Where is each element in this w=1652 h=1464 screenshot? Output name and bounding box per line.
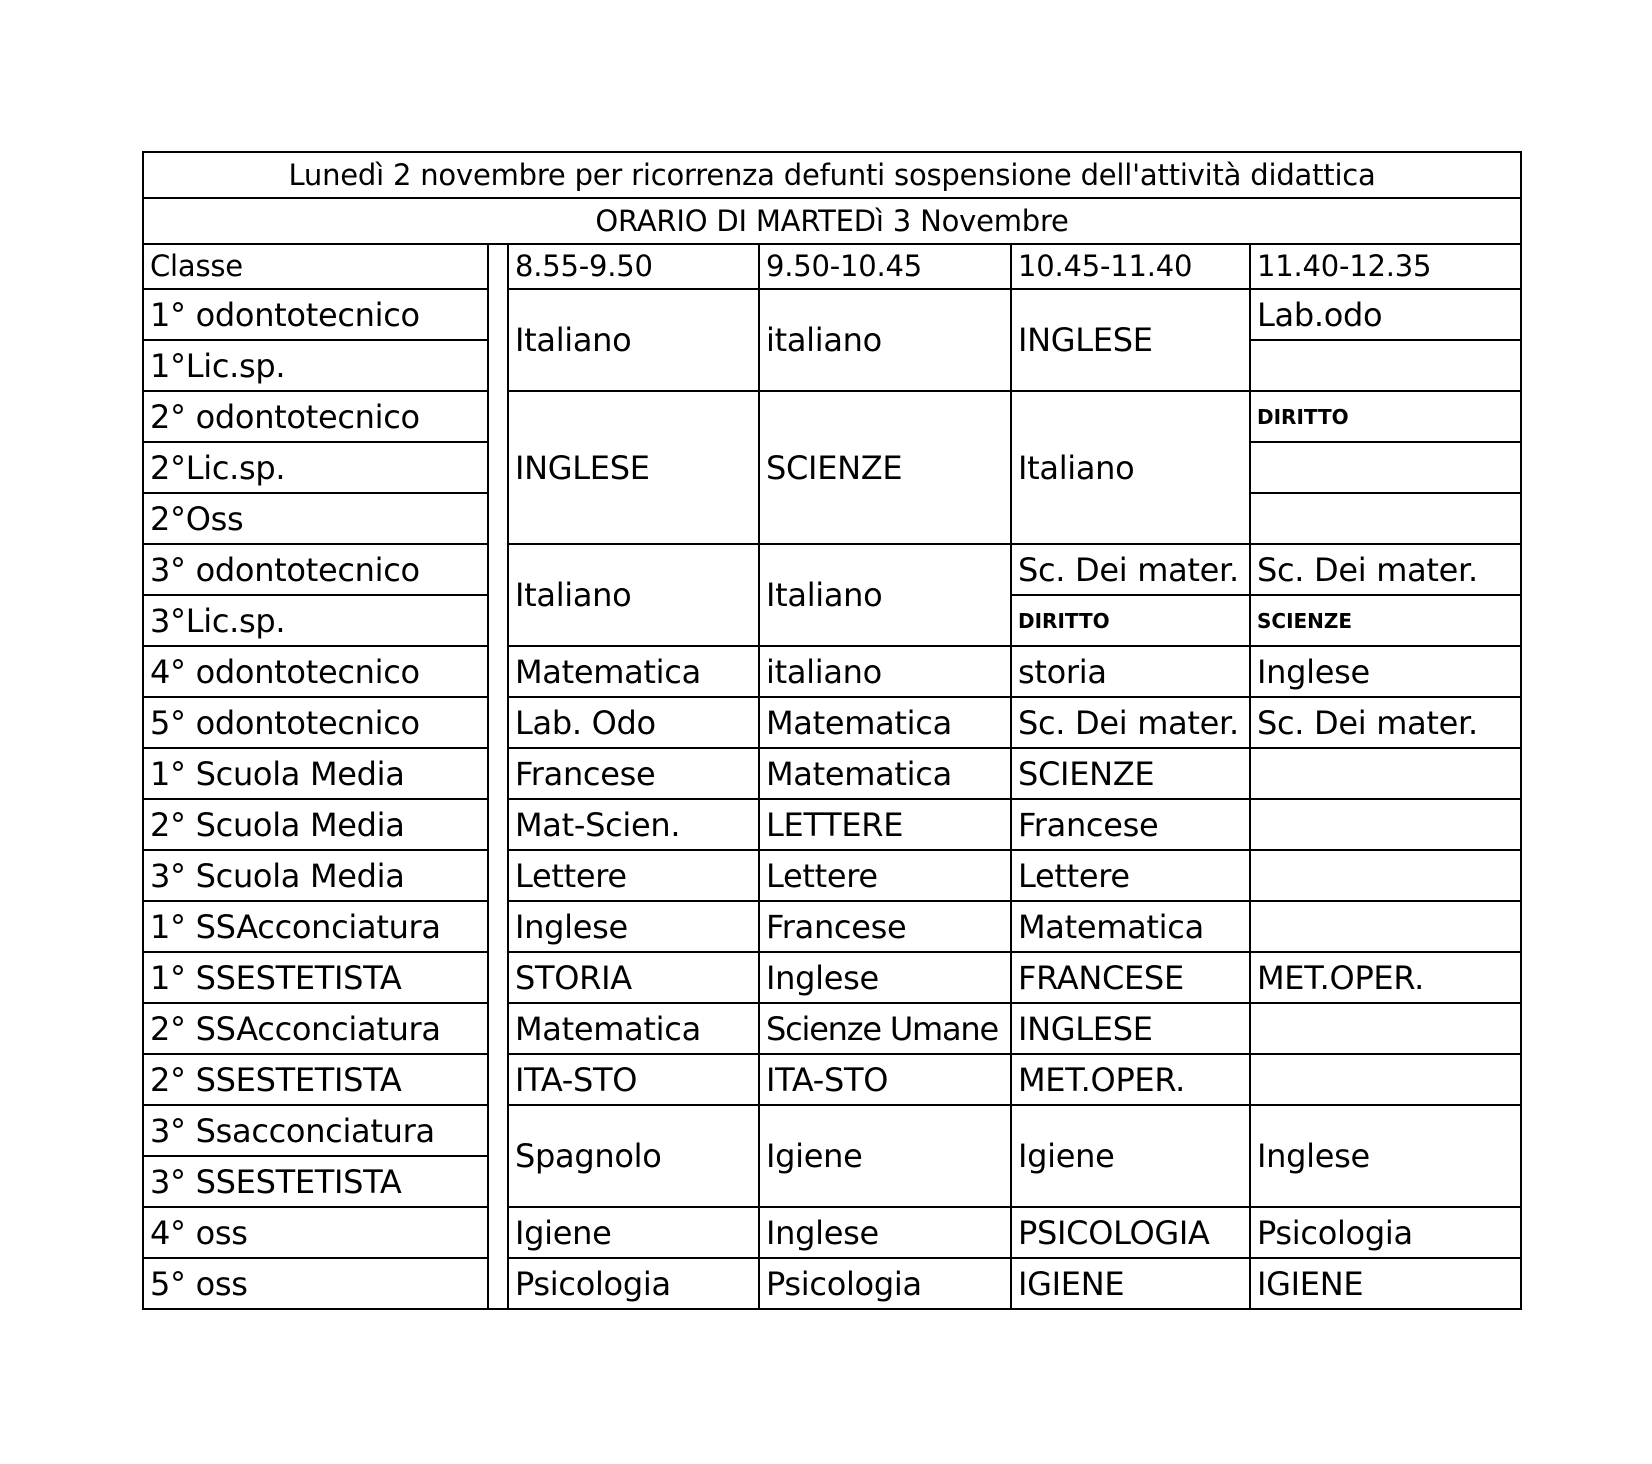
lesson-cell [1250,442,1521,493]
class-name: 3° SSESTETISTA [143,1156,488,1207]
lesson-cell: IGIENE [1250,1258,1521,1309]
lesson-cell: ITA-STO [759,1054,1011,1105]
lesson-cell: Francese [1011,799,1250,850]
lesson-cell: DIRITTO [1011,595,1250,646]
lesson-cell: IGIENE [1011,1258,1250,1309]
header-class: Classe [143,244,488,289]
class-name: 1° SSAcconciatura [143,901,488,952]
lesson-cell: Igiene [1011,1105,1250,1207]
lesson-cell [1250,748,1521,799]
table-row [143,1207,1521,1258]
table-row [143,1258,1521,1309]
lesson-cell: Lab.odo [1250,289,1521,340]
lesson-cell: STORIA [508,952,759,1003]
table-row [143,901,1521,952]
lesson-cell: Inglese [759,952,1011,1003]
lesson-cell: LETTERE [759,799,1011,850]
table-row [143,646,1521,697]
lesson-cell: storia [1011,646,1250,697]
lesson-cell: Igiene [508,1207,759,1258]
lesson-cell: Sc. Dei mater. [1250,697,1521,748]
lesson-cell: Psicologia [508,1258,759,1309]
class-name: 2° odontotecnico [143,391,488,442]
lesson-cell: Italiano [508,544,759,646]
table-row [143,1105,1521,1156]
lesson-cell: Francese [759,901,1011,952]
lesson-cell: Inglese [508,901,759,952]
lesson-cell: Igiene [759,1105,1011,1207]
spacer-column [488,244,508,1309]
header-row [143,244,1521,289]
table-row [143,391,1521,442]
class-name: 1° Scuola Media [143,748,488,799]
lesson-cell: FRANCESE [1011,952,1250,1003]
header-slot-4: 11.40-12.35 [1250,244,1521,289]
lesson-cell: italiano [759,289,1011,391]
lesson-cell [1250,1054,1521,1105]
lesson-cell: MET.OPER. [1250,952,1521,1003]
lesson-cell: italiano [759,646,1011,697]
lesson-cell: Italiano [508,289,759,391]
lesson-cell: Lab. Odo [508,697,759,748]
class-name: 2° SSESTETISTA [143,1054,488,1105]
class-name: 1°Lic.sp. [143,340,488,391]
header-slot-3: 10.45-11.40 [1011,244,1250,289]
lesson-cell: Lettere [759,850,1011,901]
table-row [143,1054,1521,1105]
lesson-cell: Spagnolo [508,1105,759,1207]
table-row [143,952,1521,1003]
class-name: 5° oss [143,1258,488,1309]
lesson-cell: Lettere [508,850,759,901]
lesson-cell: Inglese [1250,1105,1521,1207]
class-name: 5° odontotecnico [143,697,488,748]
class-name: 3° Ssacconciatura [143,1105,488,1156]
lesson-cell [1250,1003,1521,1054]
lesson-cell: Inglese [759,1207,1011,1258]
lesson-cell: SCIENZE [759,391,1011,544]
class-name: 4° odontotecnico [143,646,488,697]
table-row [143,697,1521,748]
lesson-cell [1250,799,1521,850]
lesson-cell: Matematica [1011,901,1250,952]
table-row [143,799,1521,850]
class-name: 4° oss [143,1207,488,1258]
class-name: 3°Lic.sp. [143,595,488,646]
lesson-cell [1250,901,1521,952]
class-name: 3° odontotecnico [143,544,488,595]
lesson-cell: DIRITTO [1250,391,1521,442]
table-row [143,544,1521,595]
lesson-cell: Matematica [759,697,1011,748]
lesson-cell: Francese [508,748,759,799]
class-name: 1° SSESTETISTA [143,952,488,1003]
timetable [142,151,1522,1310]
lesson-cell: INGLESE [508,391,759,544]
lesson-cell: Italiano [1011,391,1250,544]
lesson-cell: INGLESE [1011,289,1250,391]
lesson-cell: Psicologia [759,1258,1011,1309]
lesson-cell: Matematica [508,1003,759,1054]
lesson-cell: Sc. Dei mater. [1250,544,1521,595]
table-row [143,1003,1521,1054]
class-name: 3° Scuola Media [143,850,488,901]
lesson-cell: SCIENZE [1250,595,1521,646]
class-name: 2°Oss [143,493,488,544]
header-slot-2: 9.50-10.45 [759,244,1011,289]
lesson-cell [1250,340,1521,391]
table-row [143,748,1521,799]
lesson-cell: PSICOLOGIA [1011,1207,1250,1258]
class-name: 2°Lic.sp. [143,442,488,493]
lesson-cell: Lettere [1011,850,1250,901]
class-name: 2° Scuola Media [143,799,488,850]
lesson-cell: Sc. Dei mater. [1011,697,1250,748]
lesson-cell: Matematica [759,748,1011,799]
lesson-cell: Inglese [1250,646,1521,697]
lesson-cell [1250,493,1521,544]
lesson-cell: Sc. Dei mater. [1011,544,1250,595]
lesson-cell: ITA-STO [508,1054,759,1105]
lesson-cell: INGLESE [1011,1003,1250,1054]
lesson-cell: Matematica [508,646,759,697]
table-row [143,850,1521,901]
schedule-title: ORARIO DI MARTEDì 3 Novembre [143,198,1521,244]
lesson-cell: SCIENZE [1011,748,1250,799]
class-name: 2° SSAcconciatura [143,1003,488,1054]
lesson-cell: Mat-Scien. [508,799,759,850]
lesson-cell [1250,850,1521,901]
lesson-cell: Italiano [759,544,1011,646]
table-row [143,289,1521,340]
notice-title: Lunedì 2 novembre per ricorrenza defunti sospensione dell'attività didattica [143,152,1521,198]
lesson-cell: MET.OPER. [1011,1054,1250,1105]
class-name: 1° odontotecnico [143,289,488,340]
header-slot-1: 8.55-9.50 [508,244,759,289]
lesson-cell: Psicologia [1250,1207,1521,1258]
lesson-cell: Scienze Umane [759,1003,1011,1054]
